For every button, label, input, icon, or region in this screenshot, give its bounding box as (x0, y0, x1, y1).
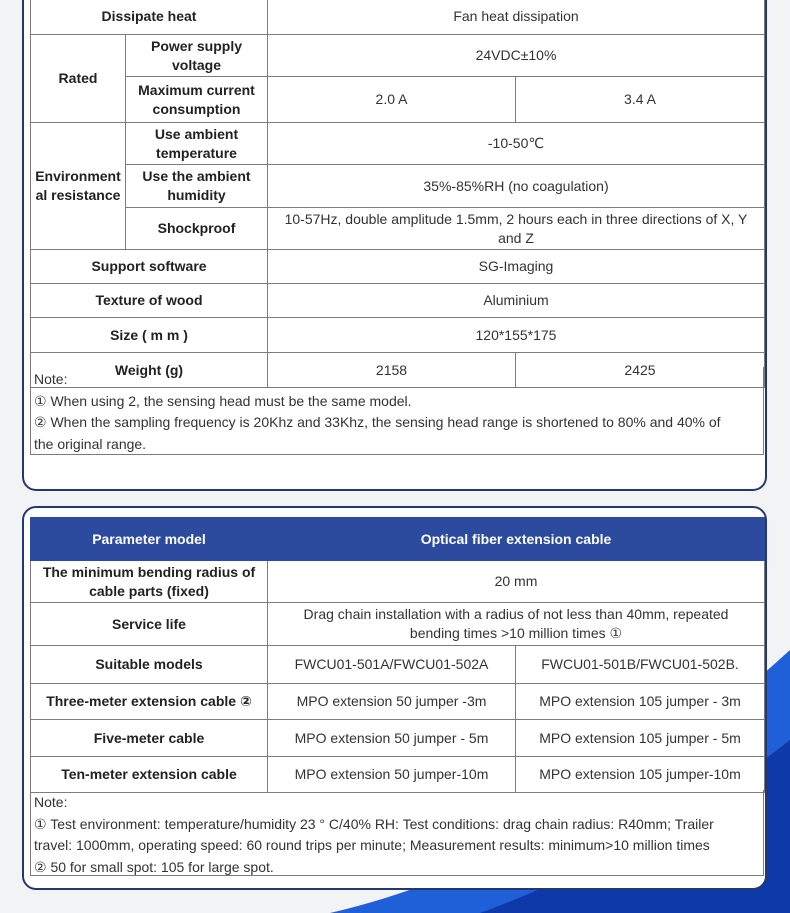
row-label-ambient-temp: Use ambient temperature (126, 123, 268, 165)
table-row (31, 35, 765, 77)
row-label-max-current: Maximum current consumption (126, 77, 268, 123)
row-value-size: 120*155*175 (268, 318, 765, 353)
row-label-weight: Weight (g) (31, 353, 268, 388)
row-value-five-meter-a: MPO extension 50 jumper - 5m (268, 720, 516, 757)
row-value-support-software: SG-Imaging (268, 250, 765, 284)
note-line: travel: 1000mm, operating speed: 60 round trips per minute; Measurement results: minimum>10 million times (34, 837, 710, 853)
row-label-service-life: Service life (31, 603, 268, 646)
row-value-dissipate-heat: Fan heat dissipation (268, 0, 765, 35)
table-row (31, 284, 765, 318)
row-value-weight-a: 2158 (268, 353, 516, 388)
row-value-power-supply: 24VDC±10% (268, 35, 765, 77)
table-row (31, 123, 765, 165)
row-value-bending-radius: 20 mm (268, 561, 765, 603)
table-header-row (31, 518, 765, 561)
table-row (31, 0, 765, 35)
spec-card-extension-cable (22, 506, 767, 890)
table-row (31, 561, 765, 603)
table-row (31, 250, 765, 284)
note-block-extension-cable (30, 790, 764, 876)
table-row (31, 757, 765, 793)
table-row (31, 603, 765, 646)
row-value-ambient-humidity: 35%-85%RH (no coagulation) (268, 165, 765, 208)
row-label-power-supply: Power supply voltage (126, 35, 268, 77)
table-row (31, 208, 765, 250)
table-row (31, 165, 765, 208)
table-row (31, 684, 765, 720)
table-row (31, 318, 765, 353)
row-label-three-meter: Three-meter extension cable ② (31, 684, 268, 720)
controller-spec-table (30, 0, 765, 388)
table-row (31, 646, 765, 684)
row-value-weight-b: 2425 (516, 353, 765, 388)
group-label-environment: Environment al resistance (31, 123, 126, 250)
row-label-ambient-humidity: Use the ambient humidity (126, 165, 268, 208)
row-value-three-meter-a: MPO extension 50 jumper -3m (268, 684, 516, 720)
row-value-max-current-b: 3.4 A (516, 77, 765, 123)
row-value-texture: Aluminium (268, 284, 765, 318)
note-line: ① When using 2, the sensing head must be the same model. (34, 392, 412, 409)
row-label-size: Size ( m m ) (31, 318, 268, 353)
note-line: ① Test environment: temperature/humidity 23 ° C/40% RH: Test conditions: drag chain radius: R40mm; Trailer (34, 815, 714, 832)
header-optical-fiber-cable: Optical fiber extension cable (268, 518, 765, 561)
table-row (31, 720, 765, 757)
header-parameter-model: Parameter model (31, 518, 268, 561)
row-label-texture: Texture of wood (31, 284, 268, 318)
row-value-ambient-temp: -10-50℃ (268, 123, 765, 165)
row-value-suitable-models-b: FWCU01-501B/FWCU01-502B. (516, 646, 765, 684)
note-line: ② 50 for small spot: 105 for large spot. (34, 858, 274, 875)
row-label-suitable-models: Suitable models (31, 646, 268, 684)
row-value-five-meter-b: MPO extension 105 jumper - 5m (516, 720, 765, 757)
row-label-five-meter: Five-meter cable (31, 720, 268, 757)
row-label-dissipate-heat: Dissipate heat (31, 0, 268, 35)
row-value-ten-meter-a: MPO extension 50 jumper-10m (268, 757, 516, 793)
row-label-support-software: Support software (31, 250, 268, 284)
row-label-shockproof: Shockproof (126, 208, 268, 250)
row-value-service-life: Drag chain installation with a radius of not less than 40mm, repeated bending times >10 million times ① (268, 603, 765, 646)
note-block-controller (30, 367, 764, 455)
extension-cable-table (30, 517, 765, 793)
row-label-bending-radius: The minimum bending radius of cable parts (fixed) (31, 561, 268, 603)
group-label-rated: Rated (31, 35, 126, 123)
note-title: Note: (34, 371, 68, 387)
row-value-suitable-models-a: FWCU01-501A/FWCU01-502A (268, 646, 516, 684)
table-row (31, 77, 765, 123)
spec-card-controller (22, 0, 767, 491)
row-label-ten-meter: Ten-meter extension cable (31, 757, 268, 793)
row-value-shockproof: 10-57Hz, double amplitude 1.5mm, 2 hours each in three directions of X, Y and Z (268, 208, 765, 250)
note-line: ② When the sampling frequency is 20Khz and 33Khz, the sensing head range is shortened to 80% and 40% of (34, 414, 721, 430)
note-line: the original range. (34, 435, 147, 452)
row-value-three-meter-b: MPO extension 105 jumper - 3m (516, 684, 765, 720)
row-value-ten-meter-b: MPO extension 105 jumper-10m (516, 757, 765, 793)
row-value-max-current-a: 2.0 A (268, 77, 516, 123)
note-title: Note: (34, 794, 68, 810)
